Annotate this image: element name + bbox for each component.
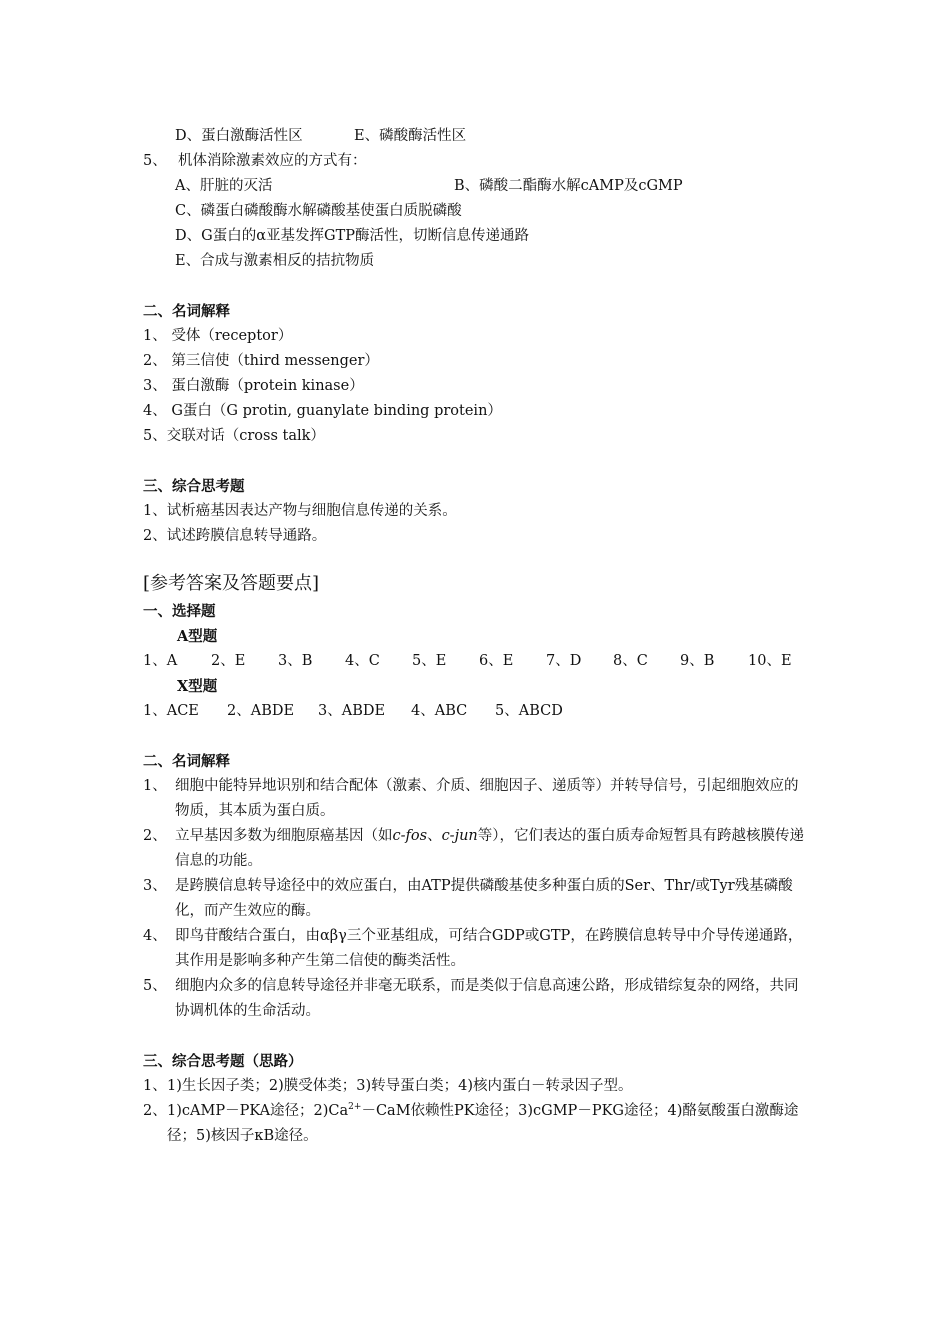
- option-c: C、磷蛋白磷酸酶水解磷酸基使蛋白质脱磷酸: [175, 203, 462, 219]
- text-part: 立早基因多数为细胞原癌基因（如: [175, 828, 393, 844]
- text-part: －CaM依赖性PK途径；3)cGMP－PKG途径；4)酪氨酸蛋白激酶途径；5)核因子κB途径。: [167, 1103, 799, 1144]
- answer-item: 10、E: [748, 653, 792, 669]
- option-b: B、磷酸二酯酶水解cAMP及cGMP: [454, 178, 683, 194]
- definition-text: 细胞内众多的信息转导途径并非毫无联系，而是类似于信息高速公路，形成错综复杂的网络，共同协调机体的生命活动。: [175, 978, 799, 1019]
- text-part: 、: [427, 828, 442, 844]
- item-number: 2、: [143, 1103, 167, 1119]
- term-item: 2、 第三信使（third messenger）: [143, 353, 379, 369]
- answer-item: 1、A: [143, 653, 178, 669]
- term-item: 4、 G蛋白（G protin, guanylate binding protein）: [143, 403, 502, 419]
- question-text: 机体消除激素效应的方式有：: [178, 153, 367, 169]
- answer-item: 2、E: [211, 653, 246, 669]
- answer-item: 9、B: [680, 653, 715, 669]
- option-e: E、磷酸酶活性区: [354, 128, 467, 144]
- text-part: 等），它们表达的蛋白质寿命短暂具有跨越核膜传递信息的功能。: [175, 828, 805, 869]
- definition-number: 2、: [143, 828, 167, 844]
- term-item: 1、 受体（receptor）: [143, 328, 293, 344]
- question-type-label: X型题: [177, 678, 218, 695]
- answer-item: 7、D: [546, 653, 582, 669]
- item-text: [167, 1099, 808, 1149]
- option-e: E、合成与激素相反的拮抗物质: [175, 253, 375, 269]
- option-a: A、肝脏的灭活: [175, 178, 273, 194]
- term-item: 3、 蛋白激酶（protein kinase）: [143, 378, 364, 394]
- option-d: D、G蛋白的α亚基发挥GTP酶活性，切断信息传递通路: [175, 228, 530, 244]
- definition-item: [143, 924, 808, 974]
- definition-number: 3、: [143, 878, 167, 894]
- thinking-item: [143, 1074, 808, 1099]
- term-item: 5、交联对话（cross talk）: [143, 428, 325, 444]
- gene-name: c-jun: [441, 828, 478, 844]
- definition-text: 细胞中能特异地识别和结合配体（激素、介质、细胞因子、递质等）并转导信号，引起细胞效应的物质，其本质为蛋白质。: [175, 778, 799, 819]
- item-text: 1)生长因子类；2)膜受体类；3)转导蛋白类；4)核内蛋白－转录因子型。: [167, 1078, 633, 1094]
- section-heading: 三、综合思考题（思路）: [143, 1053, 303, 1070]
- definition-number: 1、: [143, 778, 167, 794]
- definition-number: 4、: [143, 928, 167, 944]
- answer-item: 8、C: [613, 653, 648, 669]
- definition-text: [175, 824, 808, 874]
- superscript: 2+: [348, 1102, 362, 1112]
- question-item: 1、试析癌基因表达产物与细胞信息传递的关系。: [143, 503, 457, 519]
- answer-item: 5、ABCD: [495, 703, 563, 719]
- definition-number: 5、: [143, 978, 167, 994]
- section-heading: 二、名词解释: [143, 303, 230, 320]
- option-d: D、蛋白激酶活性区: [175, 128, 303, 144]
- answer-item: 2、ABDE: [227, 703, 295, 719]
- thinking-item: [143, 1099, 808, 1149]
- answer-item: 3、B: [278, 653, 313, 669]
- section-heading: 一、选择题: [143, 603, 216, 620]
- answer-item: 4、ABC: [411, 703, 468, 719]
- section-heading: 二、名词解释: [143, 753, 230, 770]
- definition-item: [143, 824, 808, 874]
- answer-item: 1、ACE: [143, 703, 199, 719]
- answer-item: 5、E: [412, 653, 447, 669]
- definition-item: [143, 874, 808, 924]
- answer-item: 6、E: [479, 653, 514, 669]
- definition-text: 是跨膜信息转导途径中的效应蛋白，由ATP提供磷酸基使多种蛋白质的Ser、Thr/或Tyr残基磷酸化，而产生效应的酶。: [175, 878, 793, 919]
- definition-item: [143, 774, 808, 824]
- answer-item: 4、C: [345, 653, 380, 669]
- question-item: 2、试述跨膜信息转导通路。: [143, 528, 327, 544]
- text-part: 1)cAMP－PKA途径；2)Ca: [167, 1103, 349, 1119]
- answers-title: [参考答案及答题要点]: [143, 573, 320, 594]
- answer-item: 3、ABDE: [318, 703, 386, 719]
- gene-name: c-fos: [392, 828, 428, 844]
- item-number: 1、: [143, 1078, 167, 1094]
- question-type-label: A型题: [177, 628, 218, 645]
- definition-text: 即鸟苷酸结合蛋白，由αβγ三个亚基组成，可结合GDP或GTP，在跨膜信息转导中介导传递通路，其作用是影响多种产生第二信使的酶类活性。: [175, 928, 803, 969]
- definition-item: [143, 974, 808, 1024]
- question-number: 5、: [143, 153, 167, 169]
- section-heading: 三、综合思考题: [143, 478, 245, 495]
